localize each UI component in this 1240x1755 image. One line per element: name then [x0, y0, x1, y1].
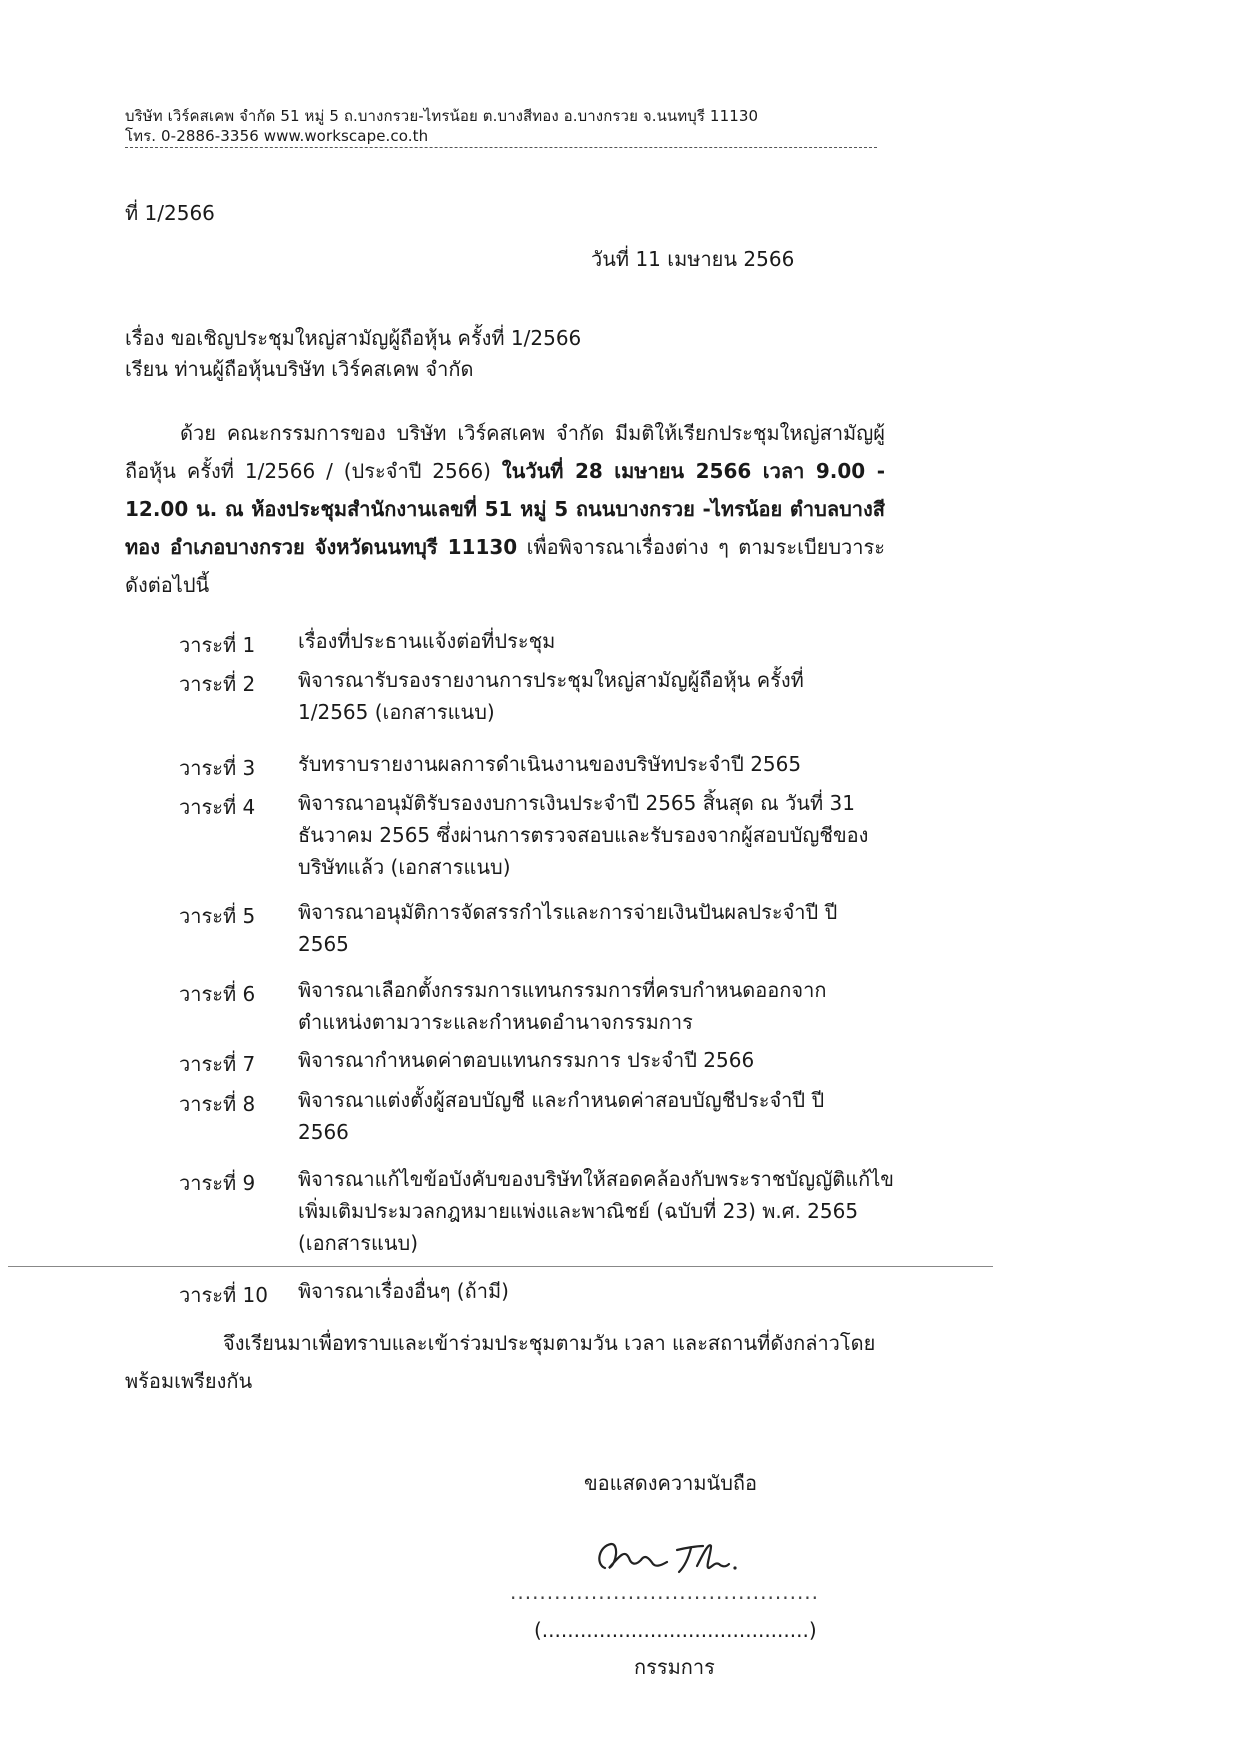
agenda-number: วาระที่ 5 [179, 904, 256, 928]
regards-line: ขอแสดงความนับถือ [584, 1471, 758, 1495]
agenda-text: เรื่องที่ประธานแจ้งต่อที่ประชุม [298, 629, 556, 653]
scan-artifact-line [8, 1266, 993, 1267]
agenda-number: วาระที่ 3 [179, 756, 256, 780]
agenda-text: พิจารณาเลือกตั้งกรรมการแทนกรรมการที่ครบกำหนดออกจากตำแหน่งตามวาระและกำหนดอำนาจกรรมการ [298, 978, 827, 1034]
agenda-number: วาระที่ 9 [179, 1171, 256, 1195]
agenda-number: วาระที่ 6 [179, 982, 256, 1006]
intro-paragraph [125, 414, 885, 604]
agenda-text: พิจารณาอนุมัติการจัดสรรกำไรและการจ่ายเงินปันผลประจำปี ปี 2565 [298, 900, 838, 956]
handwritten-signature [585, 1524, 745, 1584]
document-date: วันที่ 11 เมษายน 2566 [591, 247, 795, 271]
agenda-number: วาระที่ 1 [179, 633, 256, 657]
agenda-text: พิจารณาอนุมัติรับรองงบการเงินประจำปี 2565 สิ้นสุด ณ วันที่ 31 ธันวาคม 2565 ซึ่งผ่านการตรวจสอบและรับรองจากผู้สอบบัญชีของบริษัทแล้ว (เอกสารแนบ) [298, 791, 869, 879]
company-address-line: บริษัท เวิร์คสเคพ จำกัด 51 หมู่ 5 ถ.บางกรวย-ไทรน้อย ต.บางสีทอง อ.บางกรวย จ.นนทบุรี 11130 [125, 107, 759, 125]
agenda-number: วาระที่ 7 [179, 1052, 256, 1076]
agenda-number: วาระที่ 8 [179, 1092, 256, 1116]
meeting-datetime-venue: ในวันที่ 28 เมษายน 2566 เวลา 9.00 - 12.00 น. ณ ห้องประชุมสำนักงานเลขที่ 51 หมู่ 5 ถนนบางกรวย -ไทรน้อย ตำบลบางสีทอง อำเภอบางกรวย จังหวัดนนทบุรี 11130 [125, 459, 886, 559]
company-contact-line: โทร. 0-2886-3356 www.workscape.co.th [125, 127, 429, 145]
agenda-number: วาระที่ 10 [179, 1283, 268, 1307]
closing-paragraph: จึงเรียนมาเพื่อทราบและเข้าร่วมประชุมตามวัน เวลา และสถานที่ดังกล่าวโดยพร้อมเพรียงกัน [125, 1331, 876, 1393]
intro-text: ด้วย คณะกรรมการของ บริษัท เวิร์คสเคพ จำกัด มีมติให้เรียกประชุมใหญ่สามัญผู้ถือหุ้น ครั้งที่ 1/2566 / (ประจำปี 2566) [125, 421, 885, 483]
agenda-text: รับทราบรายงานผลการดำเนินงานของบริษัทประจำปี 2565 [298, 752, 802, 776]
signatory-name-placeholder: (..........................................) [534, 1618, 817, 1642]
subject-line: เรื่อง ขอเชิญประชุมใหญ่สามัญผู้ถือหุ้น ครั้งที่ 1/2566 [125, 326, 582, 350]
agenda-text: พิจารณาแก้ไขข้อบังคับของบริษัทให้สอดคล้องกับพระราชบัญญัติแก้ไขเพิ่มเติมประมวลกฎหมายแพ่งและพาณิชย์ (ฉบับที่ 23) พ.ศ. 2565 (เอกสารแนบ) [298, 1167, 894, 1255]
agenda-text: พิจารณากำหนดค่าตอบแทนกรรมการ ประจำปี 2566 [298, 1048, 755, 1072]
signatory-title: กรรมการ [634, 1655, 715, 1679]
header-divider [125, 147, 877, 148]
signature-dotted-line: .......................................... [510, 1580, 820, 1604]
reference-number: ที่ 1/2566 [125, 201, 215, 225]
agenda-text: พิจารณาเรื่องอื่นๆ (ถ้ามี) [298, 1279, 509, 1303]
agenda-text: พิจารณารับรองรายงานการประชุมใหญ่สามัญผู้ถือหุ้น ครั้งที่ 1/2565 (เอกสารแนบ) [298, 668, 804, 724]
recipient-line: เรียน ท่านผู้ถือหุ้นบริษัท เวิร์คสเคพ จำกัด [125, 357, 474, 381]
agenda-number: วาระที่ 4 [179, 795, 256, 819]
agenda-number: วาระที่ 2 [179, 672, 256, 696]
agenda-text: พิจารณาแต่งตั้งผู้สอบบัญชี และกำหนดค่าสอบบัญชีประจำปี ปี 2566 [298, 1088, 825, 1144]
intro-text-end: เพื่อพิจารณาเรื่องต่าง ๆ ตามระเบียบวาระดังต่อไปนี้ [125, 535, 886, 597]
